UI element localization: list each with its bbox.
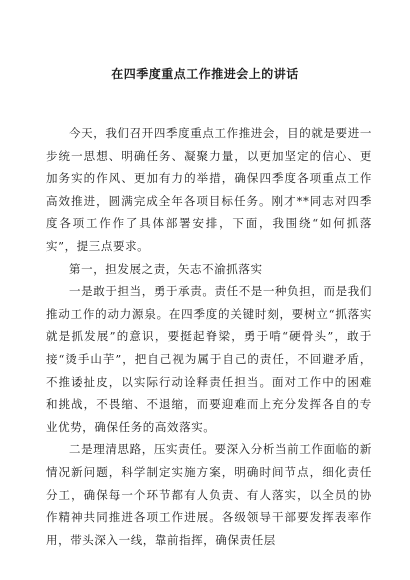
document-title: 在四季度重点工作推进会上的讲话 — [111, 67, 299, 81]
section-heading: 第一，担发展之责，矢志不渝抓落实 — [69, 261, 263, 276]
point-one-paragraph: 一是敢于担当，勇于承责。责任不是一种负担，而是我们推动工作的动力源泉。在四季度的关键时刻，要树立“抓落实就是抓发展”的意识，要挺起脊梁，勇于啃“硬骨头”，敢于接“烫手山芋”，把自己视为属于自己的责任，不回避矛盾，不推诿扯皮，以实际行动诠释责任担当。面对工作中的困难和挑战，不畏缩、不退缩，而要迎难而上充分发挥各自的专业优势，确保任务的高效落实。 — [46, 284, 372, 434]
point-two-paragraph: 二是理清思路，压实责任。要深入分析当前工作面临的新情况新问题，科学制定实施方案，明确时间节点，细化责任分工，确保每一个环节都有人负责、有人落实，以全员的协作精神共同推进各项工作进展。各级领导干部要发挥表率作用，带头深入一线，靠前指挥，确保责任层 — [46, 442, 372, 547]
document-body — [46, 122, 372, 551]
intro-paragraph: 今天，我们召开四季度重点工作推进会，目的就是要进一步统一思想、明确任务、凝聚力量，以更加坚定的信心、更加务实的作风、更加有力的举措，确保四季度各项重点工作高效推进，圆满完成全年各项目标任务。刚才**同志对四季度各项工作作了具体部署安排，下面，我围绕“如何抓落实”，提三点要求。 — [46, 126, 372, 253]
